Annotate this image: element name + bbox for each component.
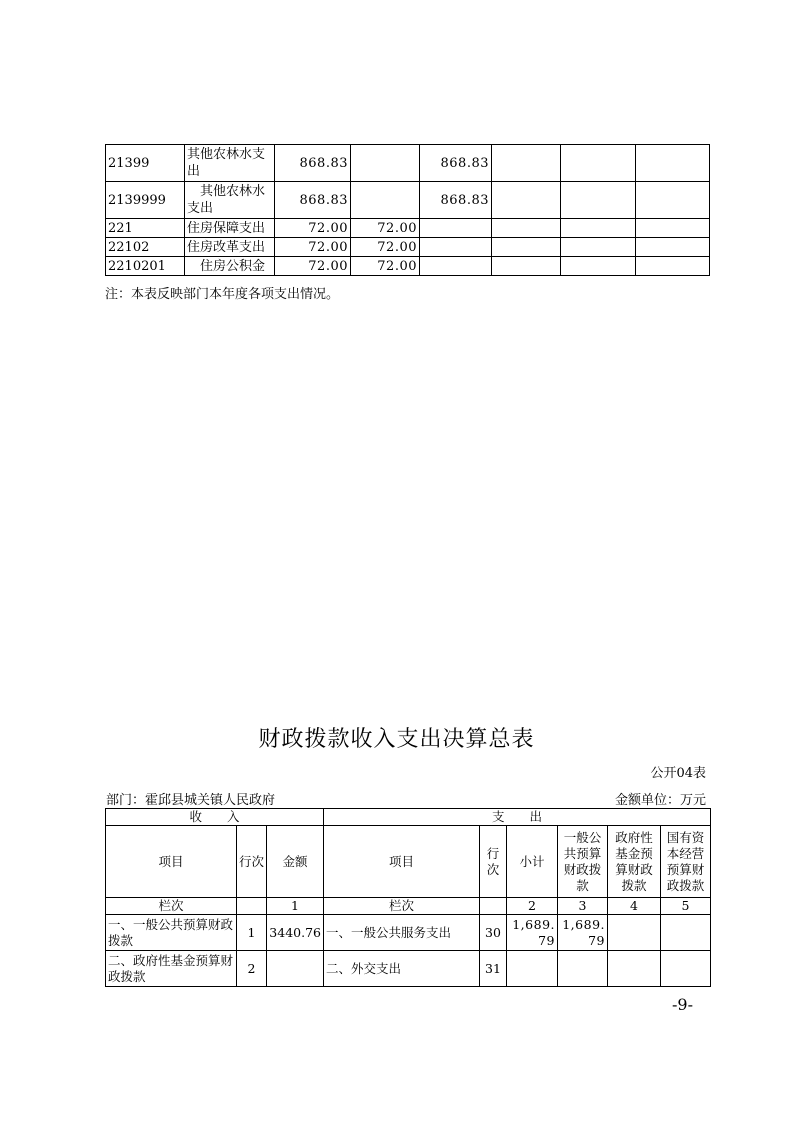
income-row: 1: [237, 915, 267, 951]
row-name: 其他农林水支出: [185, 145, 275, 182]
expense-row: 31: [480, 951, 507, 987]
table-note: 注：本表反映部门本年度各项支出情况。: [105, 287, 340, 302]
upper-expense-table: [105, 144, 710, 276]
row-name: 住房公积金: [185, 257, 275, 276]
row-total: 72.00: [275, 238, 351, 257]
table-row: [106, 915, 711, 951]
row-basic: 72.00: [351, 219, 420, 238]
col-row: 行次: [237, 826, 267, 898]
income-amount: [267, 951, 324, 987]
expense-row: 30: [480, 915, 507, 951]
table-row: [106, 182, 710, 219]
subtotal: 1,689.79: [507, 915, 558, 951]
row-name: 住房保障支出: [185, 219, 275, 238]
income-header: 收 入: [106, 809, 324, 826]
lanci-label: 栏次: [106, 898, 237, 915]
col-amount: 金额: [267, 826, 324, 898]
row-project: [420, 238, 492, 257]
lanci-number: 2: [507, 898, 558, 915]
row-project: [420, 257, 492, 276]
table-row: [106, 219, 710, 238]
lanci-label: 栏次: [324, 898, 480, 915]
income-row: 2: [237, 951, 267, 987]
state-capital: [661, 951, 711, 987]
unit-label: 金额单位：万元: [614, 793, 706, 808]
row-basic: 72.00: [351, 238, 420, 257]
expense-item: 一、一般公共服务支出: [324, 915, 480, 951]
gov-fund: [608, 951, 661, 987]
table-row: [106, 951, 711, 987]
table-row: [106, 145, 710, 182]
general: [558, 951, 608, 987]
row-total: 868.83: [275, 182, 351, 219]
row-project: 868.83: [420, 182, 492, 219]
col-subtotal: 小计: [507, 826, 558, 898]
row-total: 72.00: [275, 219, 351, 238]
col-item: 项目: [106, 826, 237, 898]
row-code: 21399: [106, 145, 185, 182]
lanci-number: 5: [661, 898, 711, 915]
lanci-number: 4: [608, 898, 661, 915]
col-state-capital: 国有资本经营预算财政拨款: [661, 826, 711, 898]
table-row: [106, 238, 710, 257]
row-name: 住房改革支出: [185, 238, 275, 257]
col-item2: 项目: [324, 826, 480, 898]
department-label: 部门：霍邱县城关镇人民政府: [106, 793, 276, 808]
row-basic: [351, 145, 420, 182]
col-gov-fund: 政府性基金预算财政拨款: [608, 826, 661, 898]
income-amount: 3440.76: [267, 915, 324, 951]
col-general: 一般公共预算财政拨款: [558, 826, 608, 898]
income-item: 二、政府性基金预算财政拨款: [106, 951, 237, 987]
page-title: 财政拨款收入支出决算总表: [258, 727, 535, 752]
row-basic: 72.00: [351, 257, 420, 276]
expense-item: 二、外交支出: [324, 951, 480, 987]
row-basic: [351, 182, 420, 219]
income-item: 一、一般公共预算财政拨款: [106, 915, 237, 951]
table-row: [106, 257, 710, 276]
expense-header: 支 出: [324, 809, 711, 826]
row-name: 其他农林水支出: [185, 182, 275, 219]
subtotal: [507, 951, 558, 987]
lanci-number: 1: [267, 898, 324, 915]
general: 1,689.79: [558, 915, 608, 951]
row-project: 868.83: [420, 145, 492, 182]
row-project: [420, 219, 492, 238]
col-row2: 行次: [480, 826, 507, 898]
row-code: 2139999: [106, 182, 185, 219]
state-capital: [661, 915, 711, 951]
row-total: 72.00: [275, 257, 351, 276]
summary-table: [105, 808, 711, 987]
gov-fund: [608, 915, 661, 951]
table-number: 公开04表: [650, 766, 706, 781]
lanci-number: 3: [558, 898, 608, 915]
row-code: 2210201: [106, 257, 185, 276]
page-number: -9-: [672, 995, 693, 1014]
row-total: 868.83: [275, 145, 351, 182]
row-code: 221: [106, 219, 185, 238]
row-code: 22102: [106, 238, 185, 257]
